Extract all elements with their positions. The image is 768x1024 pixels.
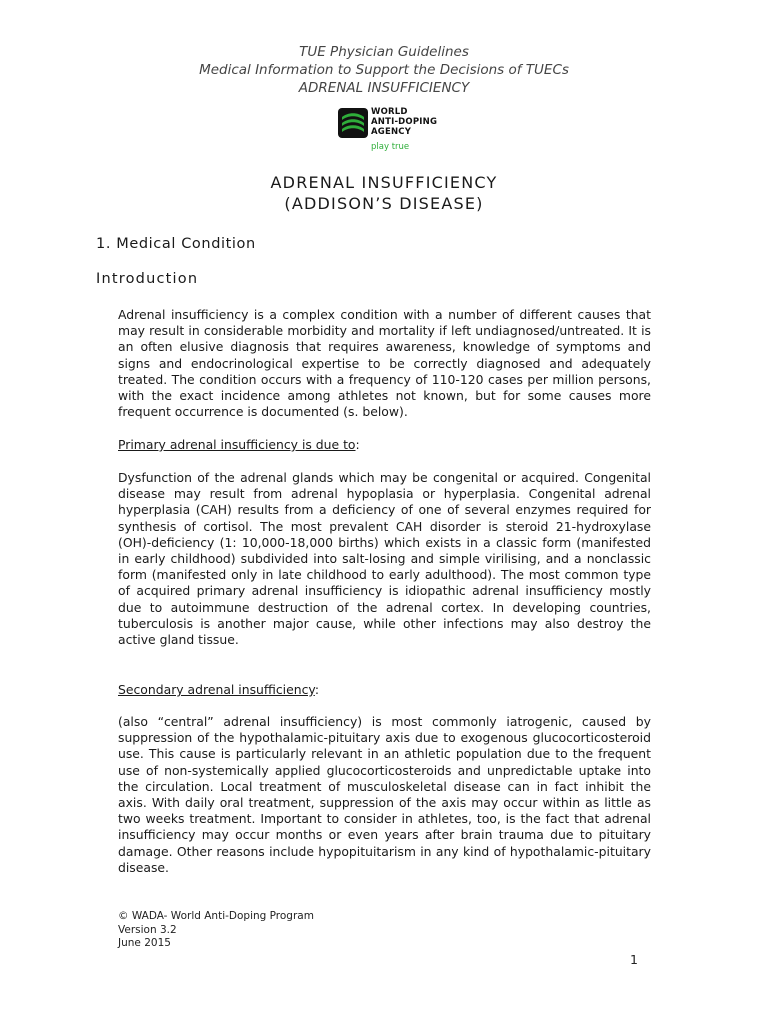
primary-label-text: Primary adrenal insufficiency is due to: [118, 437, 356, 452]
secondary-insufficiency-paragraph: (also “central” adrenal insufficiency) is most commonly iatrogenic, caused by suppression of the hypothalamic-pituitary axis due to exogenous glucocorticosteroid use. This cause is particularly relevant in an athletic population due to the frequent use of non-systemically applied glucocorticosteroids and unpredictable uptake into the circulation. Local treatment of musculoskeletal disease can in fact inhibit the axis. With daily oral treatment, suppression of the axis may occur within as little as two weeks treatment. Important to consider in athletes, too, is the fact that adrenal insufficiency may occur months or even years after brain trauma due to pituitary damage. Other reasons include hypopituitarism in any kind of hypothalamic-pituitary disease.: [118, 714, 651, 875]
page-footer: [118, 910, 314, 951]
secondary-insufficiency-label: [118, 682, 319, 698]
logo-word-anti-doping: ANTI-DOPING: [371, 117, 438, 127]
secondary-label-colon: :: [314, 682, 320, 697]
header-line-guidelines: TUE Physician Guidelines: [299, 44, 469, 60]
wada-logo-wordmark: [371, 107, 437, 137]
section-heading: 1. Medical Condition: [96, 236, 256, 252]
title-line-main: ADRENAL INSUFFICIENCY: [270, 173, 498, 192]
footer-copyright: © WADA- World Anti-Doping Program: [118, 910, 314, 922]
running-header: [0, 43, 768, 97]
header-line-topic: ADRENAL INSUFFICIENCY: [298, 80, 470, 96]
logo-word-agency: AGENCY: [371, 127, 412, 137]
logo-tagline: play true: [371, 142, 410, 152]
primary-label-colon: :: [355, 437, 360, 452]
primary-insufficiency-label: [118, 437, 360, 453]
footer-date: June 2015: [118, 937, 171, 949]
footer-version: Version 3.2: [118, 923, 177, 936]
wada-logo-icon: [338, 108, 368, 138]
secondary-label-text: Secondary adrenal insufficiency: [118, 682, 315, 697]
title-line-subtitle: (ADDISON’S DISEASE): [284, 194, 484, 213]
header-line-medical-info: Medical Information to Support the Decisions of TUECs: [199, 62, 569, 78]
primary-insufficiency-paragraph: Dysfunction of the adrenal glands which may be congenital or acquired. Congenital disease may result from adrenal hypoplasia or hyperplasia. Congenital adrenal hyperplasia (CAH) results from a deficiency of one of several enzymes required for synthesis of cortisol. The most prevalent CAH disorder is steroid 21-hydroxylase (OH)-deficiency (1: 10,000-18,000 births) which exists in a classic form (manifested in early childhood) subdivided into salt-losing and simple virilising, and a nonclassic form (manifested only in late childhood to early adulthood). The most common type of acquired primary adrenal insufficiency is idiopathic adrenal insufficiency mostly due to autoimmune destruction of the adrenal cortex. In developing countries, tuberculosis is another major cause, while other infections may also destroy the active gland tissue.: [118, 470, 651, 648]
wada-logo: [338, 106, 448, 154]
intro-paragraph: Adrenal insufficiency is a complex condition with a number of different causes that may result in considerable morbidity and mortality if left undiagnosed/untreated. It is an often elusive diagnosis that requires awareness, knowledge of symptoms and signs and endocrinological expertise to be correctly diagnosed and adequately treated. The condition occurs with a frequency of 110-120 cases per million persons, with the exact incidence among athletes not known, but for some causes more frequent occurrence is documented (s. below).: [118, 307, 651, 420]
document-title: [0, 172, 768, 214]
subsection-heading: Introduction: [96, 271, 199, 287]
page-number: 1: [630, 952, 638, 967]
logo-word-world: WORLD: [371, 107, 408, 117]
